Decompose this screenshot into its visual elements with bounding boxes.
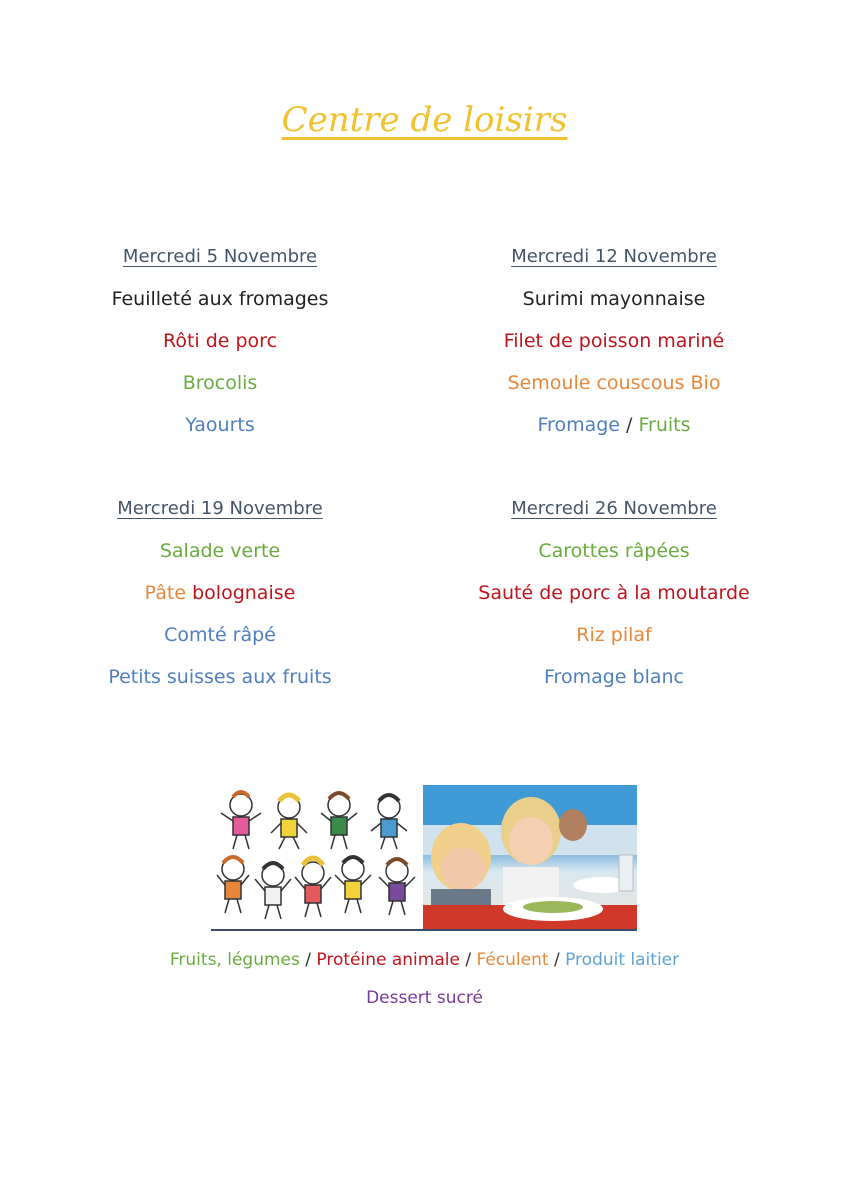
color-legend-line-2 <box>0 984 849 1012</box>
legend-starch: Féculent <box>476 950 549 970</box>
menu-main: Rôti de porc <box>162 330 278 352</box>
menu-side: Riz pilaf <box>576 624 652 646</box>
color-legend <box>0 946 849 974</box>
menu-starter: Surimi mayonnaise <box>522 288 706 310</box>
menu-dessert-cheese: Fromage <box>537 414 620 436</box>
menu-side: Semoule couscous Bio <box>507 372 721 394</box>
page-title: Centre de loisirs <box>281 100 568 140</box>
menu-day-1 <box>30 236 410 446</box>
menu-date: Mercredi 26 Novembre <box>511 498 717 519</box>
separator: / <box>553 950 560 970</box>
kid-figure <box>321 793 357 849</box>
menu-dessert-fruits: Fruits <box>638 414 691 436</box>
kid-figure <box>217 857 249 913</box>
illustration-banner <box>211 785 637 931</box>
menu-day-2 <box>424 236 804 446</box>
menu-side: Brocolis <box>182 372 258 394</box>
menu-date: Mercredi 5 Novembre <box>122 246 318 267</box>
legend-protein: Protéine animale <box>316 950 460 970</box>
legend-dessert: Dessert sucré <box>366 988 483 1008</box>
separator: / <box>626 414 633 436</box>
separator: / <box>465 950 472 970</box>
menu-date: Mercredi 19 Novembre <box>117 498 323 519</box>
menu-date: Mercredi 12 Novembre <box>511 246 717 267</box>
kid-figure <box>379 859 415 915</box>
menu-dessert <box>424 404 804 446</box>
menu-dessert: Fromage blanc <box>544 666 684 688</box>
kid-figure <box>271 795 307 849</box>
kid-figure <box>255 863 291 919</box>
menu-starter: Feuilleté aux fromages <box>111 288 329 310</box>
cartoon-kids-illustration <box>211 785 423 929</box>
menu-dessert: Yaourts <box>185 414 255 436</box>
children-eating-photo <box>423 785 637 929</box>
kid-figure <box>335 857 371 913</box>
menu-main: Sauté de porc à la moutarde <box>478 582 750 604</box>
menu-main: Filet de poisson mariné <box>503 330 725 352</box>
menu-day-4 <box>424 488 804 698</box>
kid-figure <box>371 795 407 849</box>
menu-starter: Carottes râpées <box>538 540 690 562</box>
legend-dairy: Produit laitier <box>565 950 680 970</box>
menu-main <box>30 572 410 614</box>
menu-day-3 <box>30 488 410 698</box>
legend-vegetable: Fruits, légumes <box>169 950 300 970</box>
kid-figure <box>295 858 331 917</box>
menu-main-sauce: bolognaise <box>192 582 296 604</box>
separator: / <box>305 950 311 970</box>
menu-main-pasta: Pâte <box>144 582 187 604</box>
menu-dessert: Petits suisses aux fruits <box>108 666 332 688</box>
menu-side: Comté râpé <box>164 624 276 646</box>
menu-starter: Salade verte <box>159 540 281 562</box>
kid-figure <box>221 792 261 849</box>
